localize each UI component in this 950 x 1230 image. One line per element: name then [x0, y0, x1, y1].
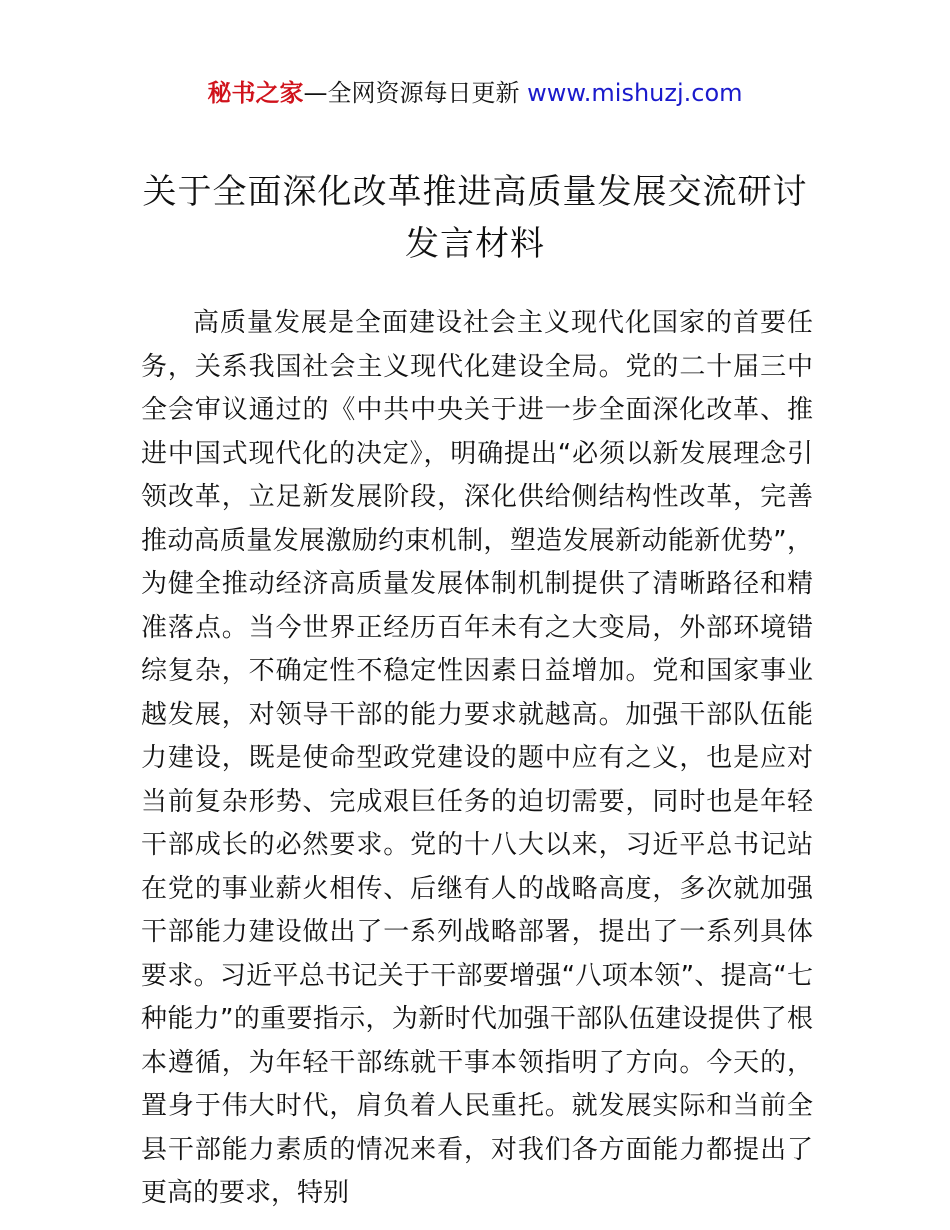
title-line-1: 关于全面深化改革推进高质量发展交流研讨	[142, 172, 808, 212]
title-line-2: 发言材料	[405, 224, 545, 264]
site-brand: 秘书之家	[207, 79, 304, 107]
site-header	[0, 76, 950, 110]
body-paragraph: 高质量发展是全面建设社会主义现代化国家的首要任务，关系我国社会主义现代化建设全局。党的二十届三中全会审议通过的《中共中央关于进一步全面深化改革、推进中国式现代化的决定》，明确提出“必须以新发展理念引领改革，立足新发展阶段，深化供给侧结构性改革，完善推动高质量发展激励约束机制，塑造发展新动能新优势”，为健全推动经济高质量发展体制机制提供了清晰路径和精准落点。当今世界正经历百年未有之大变局，外部环境错综复杂，不确定性不稳定性因素日益增加。党和国家事业越发展，对领导干部的能力要求就越高。加强干部队伍能力建设，既是使命型政党建设的题中应有之义，也是应对当前复杂形势、完成艰巨任务的迫切需要，同时也是年轻干部成长的必然要求。党的十八大以来，习近平总书记站在党的事业薪火相传、后继有人的战略高度，多次就加强干部能力建设做出了一系列战略部署，提出了一系列具体要求。习近平总书记关于干部要增强“八项本领”、提高“七种能力”的重要指示，为新时代加强干部队伍建设提供了根本遵循，为年轻干部练就干事本领指明了方向。今天的，置身于伟大时代，肩负着人民重托。就发展实际和当前全县干部能力素质的情况来看，对我们各方面能力都提出了更高的要求，特别	[141, 308, 813, 1208]
site-slogan: —全网资源每日更新	[303, 79, 520, 107]
document-title	[60, 166, 890, 270]
site-url-link[interactable]: www.mishuzj.com	[527, 79, 743, 107]
